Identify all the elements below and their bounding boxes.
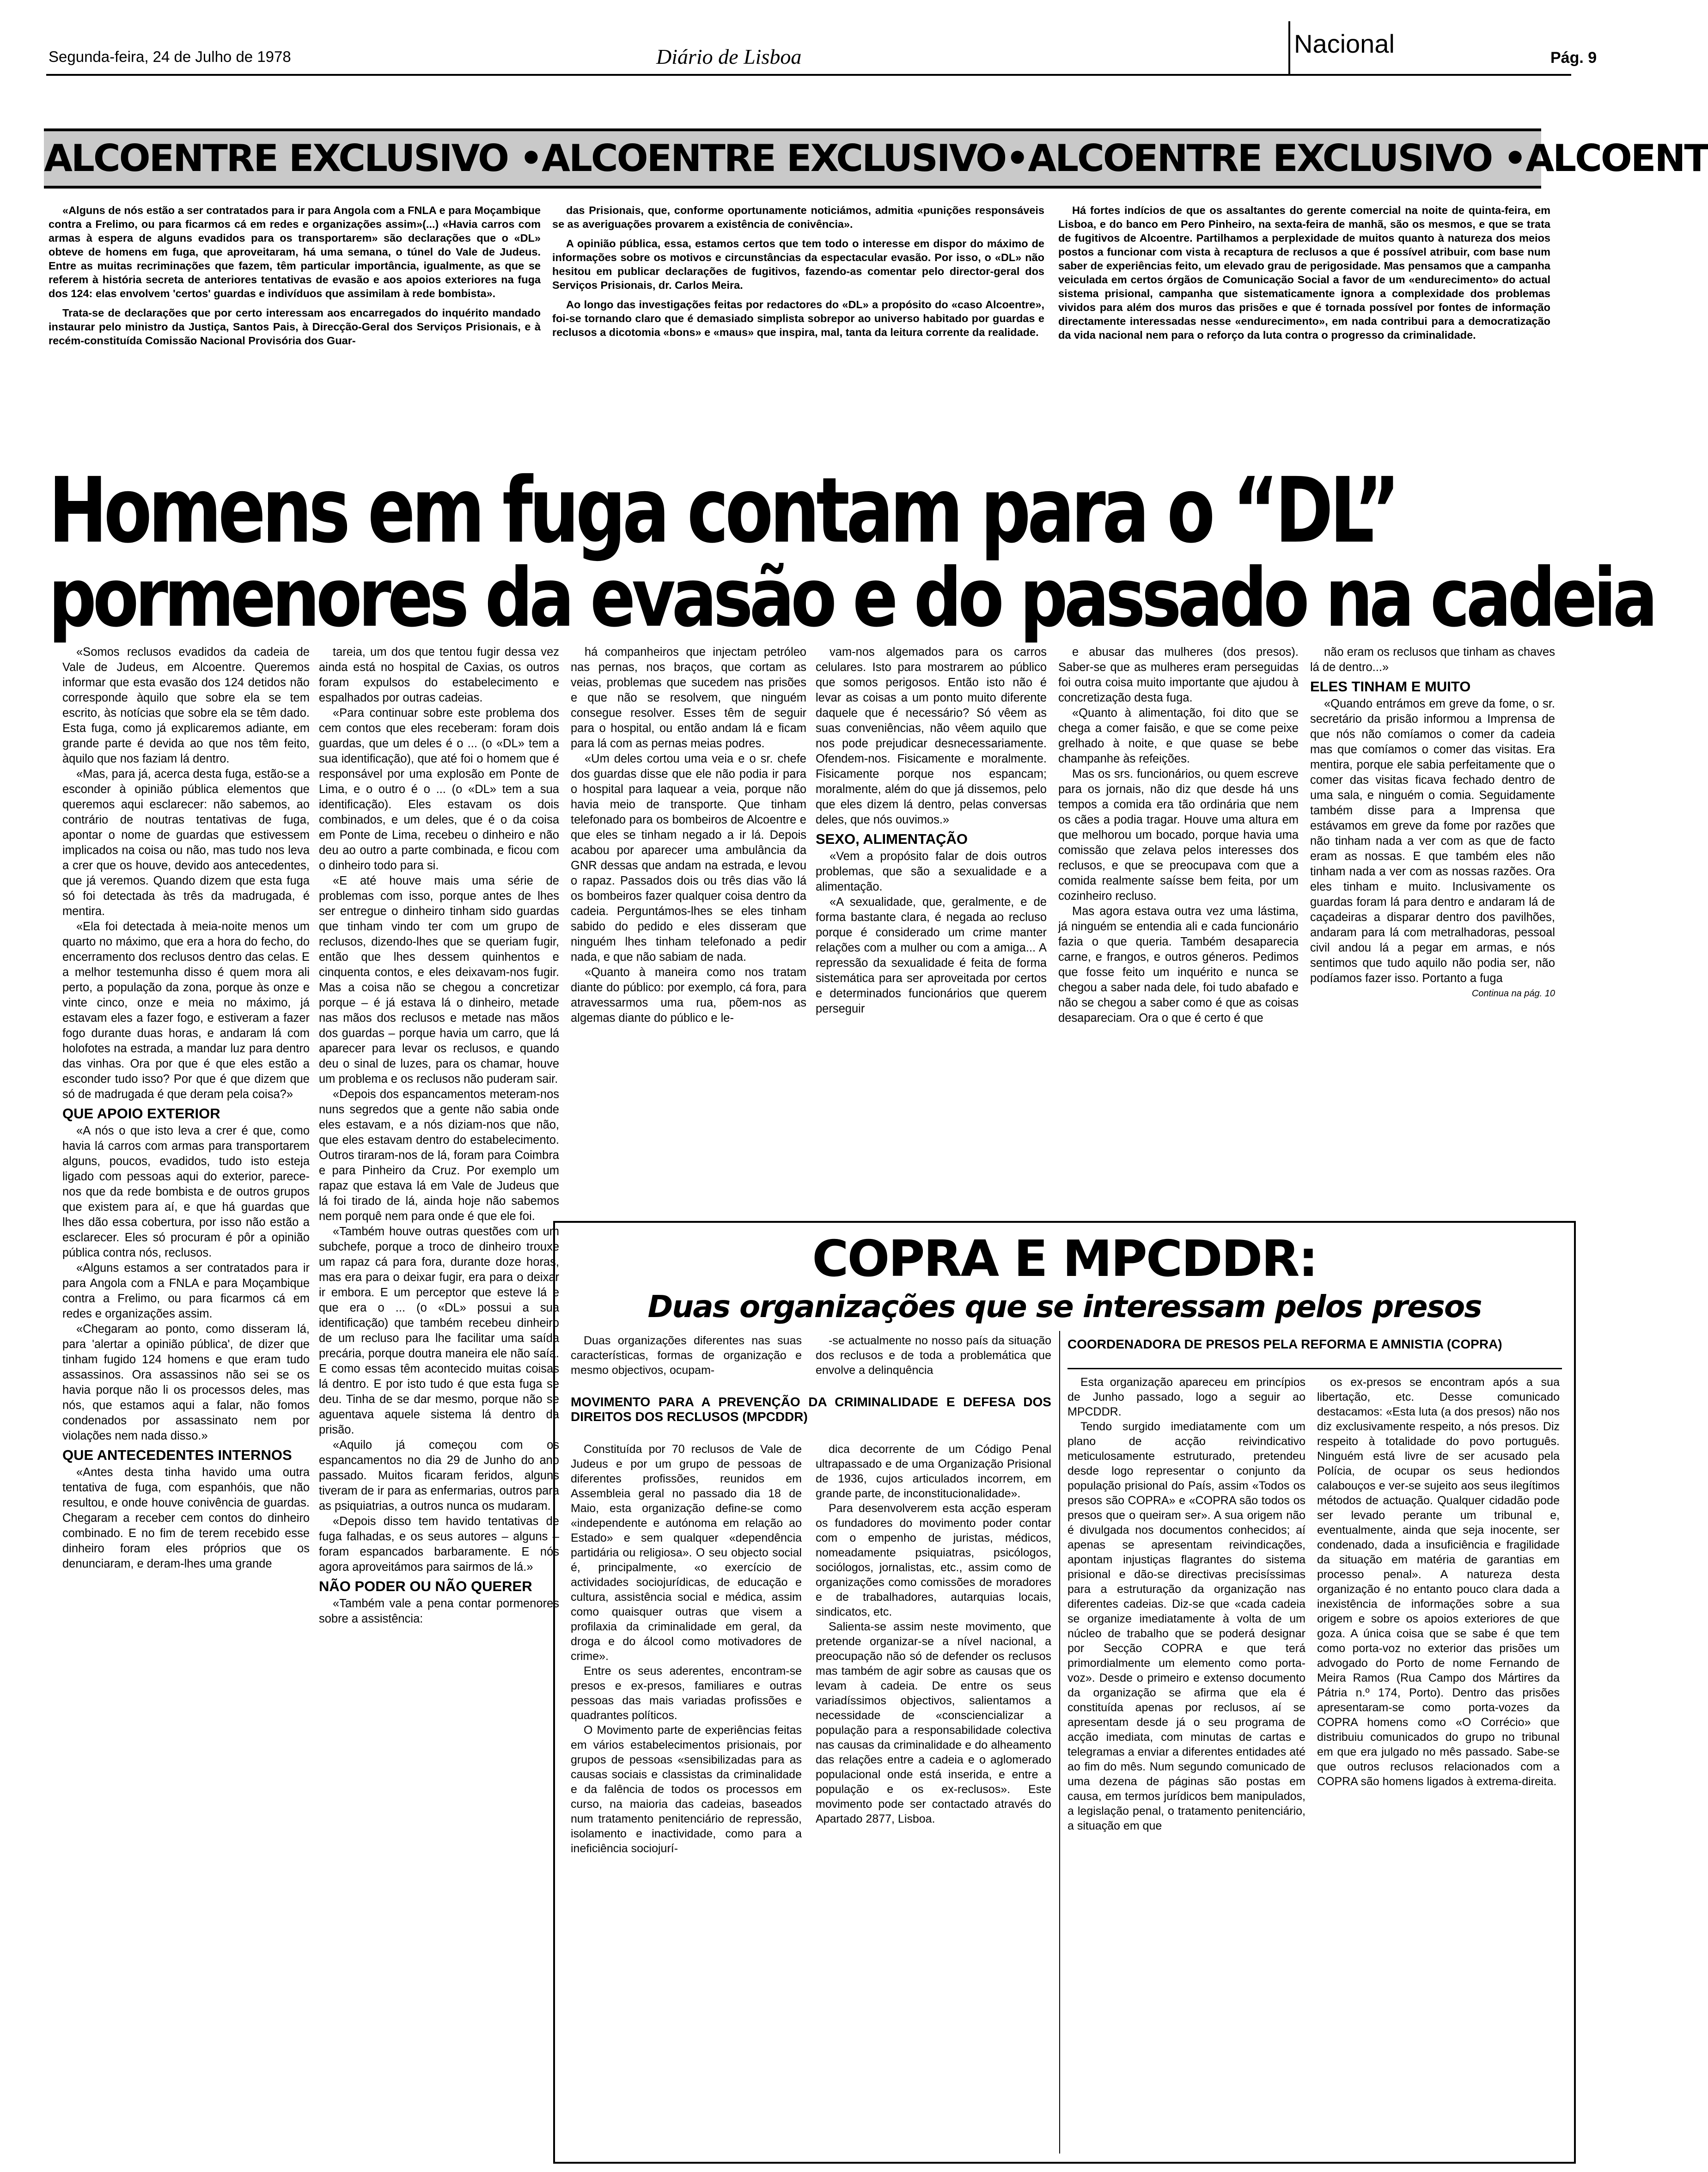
article-paragraph: Mas agora estava outra vez uma lástima, já ninguém se entendia ali e cada funcionário fazia o que queria. Também desaparecia carne, e frangos, e outros géneros. Pedimos que fosse feito um inquérito e nunca se chegou a saber nada dele, foi tudo abafado e não se chegou a saber como é que as coisas desapareciam. Ora o que é certo é que bbox=[1058, 905, 1299, 1025]
intro-column-1 bbox=[49, 203, 541, 353]
box-paragraph: -se actualmente no nosso país da situação dos reclusos e de toda a problemática que envolve a delinquência bbox=[816, 1334, 1051, 1377]
article-paragraph: não eram os reclusos que tinham as chaves lá de dentro...» bbox=[1310, 646, 1555, 674]
article-paragraph: «Depois dos espancamentos meteram-nos nuns segredos que a gente não sabia onde eles estavam, e a nós diziam-nos que não, que eles estavam dentro do estabelecimento. Outros tiraram-nos de lá, foram para Coimbra e para Pinheiro da Cruz. Por exemplo um rapaz que estava lá em Vale de Judeus que lá foi tirado de lá, ainda hoje não sabemos nem porquê nem para onde é que ele foi. bbox=[319, 1088, 559, 1223]
article-paragraph: «A sexualidade, que, geralmente, e de forma bastante clara, é negada ao recluso porque é considerado um crime manter relações com a mulher ou com a amiga... A repressão da sexualidade é feita de forma sistemática para ser aproveitada por certos e determinados funcionários que querem perseguir bbox=[816, 896, 1047, 1015]
article-paragraph: Mas os srs. funcionários, ou quem escreve para os jornais, não diz que desde há uns tempos a comida era tão ordinária que nem os cães a podia tragar. Houve uma altura em que melhorou um bocado, porque havia uma comissão que zelava pelos interesses dos reclusos, e que se preocupava com que a comida realmente saísse bem feita, por um cozinheiro recluso. bbox=[1058, 768, 1299, 903]
article-paragraph: «Para continuar sobre este problema dos cem contos que eles receberam: foram dois guardas, que um deles é o ... (o «DL» tem a sua identificação), que até foi o homem que é responsável por uma explosão em Ponte de Lima, e o outro é o ... (o «DL» tem a sua identificação). Eles estavam os dois combinados, e um deles, que é o da coisa em Ponte de Lima, recebeu o dinheiro e não deu ao outro a parte combinada, e ficou com o dinheiro todo para si. bbox=[319, 707, 559, 872]
article-paragraph: tareia, um dos que tentou fugir dessa vez ainda está no hospital de Caxias, os outros foram expulsos do estabelecimento e espalhados por outras cadeias. bbox=[319, 646, 559, 704]
headline-line-2: pormenores da evasão e do passado na cadeia bbox=[49, 551, 1654, 645]
intro-paragraph: Ao longo das investigações feitas por redactores do «DL» a propósito do «caso Alcoentre», foi-se tornando claro que é demasiado simplista sobrepor ao universo habitado por guardas e reclusos a dicotomia «bons» e «maus» que inspira, mal, tanta da leitura corrente da realidade. bbox=[552, 299, 1044, 338]
box-subtitle: Duas organizações que se interessam pelos presos bbox=[647, 1289, 1482, 1324]
intro-column-2 bbox=[552, 203, 1044, 345]
box-paragraph: O Movimento parte de experiências feitas em vários estabelecimentos prisionais, por grupos de pessoas «sensibilizadas para as causas sociais e classistas da criminalidade e da falência de todos os processos em curso, na maioria das cadeias, baseados num tratamento penitenciário de repressão, isolamento e inactividade, como para a ineficiência sociojurí- bbox=[571, 1724, 802, 1855]
article-paragraph: «Ela foi detectada à meia-noite menos um quarto no máximo, que era a hora do fecho, do encerramento dos reclusos dentro das celas. E a melhor testemunha disso é quem mora ali perto, a população da zona, porque às onze e vinte cinco, onze e meia no máximo, já estavam eles a fazer fogo, e estiveram a fazer fogo durante duas horas, e andaram lá com holofotes na estrada, a mandar luz para dentro das vinhas. Ora por que é que eles estão a esconder tudo isso? Por que é que dizem que só de madrugada é que deram pela coisa?» bbox=[62, 920, 310, 1101]
article-paragraph: «Somos reclusos evadidos da cadeia de Vale de Judeus, em Alcoentre. Queremos informar que esta evasão dos 124 detidos não corresponde àquilo que sobre ela se tem escrito, às notícias que sobre ela se têm dado. Esta fuga, como já explicaremos adiante, em grande parte é devida ao que nos têm feito, àquilo que nos faziam lá dentro. bbox=[62, 646, 310, 765]
box-paragraph: Constituída por 70 reclusos de Vale de Judeus e por um grupo de pessoas de diferentes profissões, reunidos em Assembleia geral no passado dia 18 de Maio, esta organização define-se como «independente e autónoma em relação ao Estado» e sem qualquer «dependência partidária ou religiosa». O seu objecto social é, principalmente, «o exercício de actividades sociojurídicas, de educação e cultura, assistência social e médica, assim como quaisquer outras que visem a profilaxia da criminalidade em geral, da droga e do álcool como motivadores de crime». bbox=[571, 1443, 802, 1663]
intro-paragraph: Trata-se de declarações que por certo interessam aos encarregados do inquérito mandado instaurar pelo ministro da Justiça, Santos Pais, à Direcção-Geral dos Serviços Prisionais, e à recém-constituída Comissão Nacional Provisória dos Guar- bbox=[49, 307, 541, 347]
mpcddr-heading-block bbox=[571, 1391, 1051, 1427]
box-paragraph: Entre os seus aderentes, encontram-se presos e ex-presos, familiares e outras pessoas das mais variadas profissões e quadrantes políticos. bbox=[571, 1665, 802, 1722]
article-paragraph: «Alguns estamos a ser contratados para ir para Angola com a FNLA e para Moçambique contra a Frelimo, ou para ficarmos cá em redes e organizações assim. bbox=[62, 1262, 310, 1320]
exclusive-banner: ALCOENTRE EXCLUSIVO •ALCOENTRE EXCLUSIVO•ALCOENTRE EXCLUSIVO •ALCOENT bbox=[44, 128, 1541, 189]
section-name: Nacional bbox=[1294, 29, 1395, 58]
intro-column-3 bbox=[1058, 203, 1550, 348]
box-column-divider bbox=[1059, 1331, 1060, 2154]
article-column-4 bbox=[816, 645, 1047, 1017]
article-column-1 bbox=[62, 645, 310, 1572]
copra-heading: COORDENADORA DE PRESOS PELA REFORMA E AMNISTIA (COPRA) bbox=[1068, 1337, 1502, 1351]
article-column-5 bbox=[1058, 645, 1299, 1026]
box-paragraph: Para desenvolverem esta acção esperam os fundadores do movimento poder contar com o empenho de juristas, médicos, nomeadamente psiquiatras, psicólogos, sociólogos, jornalistas, etc., assim como de organizações como comissões de moradores e de trabalhadores, autarquias locais, sindicatos, etc. bbox=[816, 1502, 1051, 1618]
intro-paragraph: A opinião pública, essa, estamos certos que tem todo o interesse em dispor do máximo de informações sobre os motivos e circunstâncias da espectacular evasão. Por isso, o «DL» não hesitou em publicar declarações de fugitivos, fazendo-as comentar pelo director-geral dos Serviços Prisionais, dr. Carlos Meira. bbox=[552, 238, 1044, 291]
header-rule bbox=[46, 74, 1571, 76]
article-paragraph: «Mas, para já, acerca desta fuga, estão-se a esconder à opinião pública elementos que queremos aqui esclarecer: não sabemos, ao contrário de noutras tentativas de fuga, apontar o nome de guardas que estivessem implicados na coisa ou não, mas tudo nos leva a crer que os houve, devido aos antecedentes, que já veremos. Quando dizem que esta fuga só foi detectada às três da madrugada, é mentira. bbox=[62, 768, 310, 918]
subheading: SEXO, ALIMENTAÇÃO bbox=[816, 831, 968, 847]
box-paragraph: Tendo surgido imediatamente com um plano de acção reivindicativo meticulosamente estruturado, pretendeu desde logo representar o conjunto da população prisional do País, assim «Todos os presos são COPRA» e «COPRA são todos os presos que o queiram ser». A sua origem não é divulgada nos documentos conhecidos; aí apenas se apresentam reivindicações, apontam injustiças flagrantes do sistema prisional e dão-se directivas precisíssimas para a estruturação da organização nas diferentes cadeias. Diz-se que «cada cadeia se organize imediatamente à volta de um núcleo de trabalho que se poderá designar por Secção COPRA e que terá primordialmente um elemento como porta-voz». Desde o primeiro e extenso documento da organização se afirma que ela é constituída apenas por reclusos, aí se apresentam desde já o seu programa de acção imediata, com minutas de cartas e telegramas a enviar a diferentes entidades até ao fim do mês. Num segundo comunicado de uma dezena de páginas são postas em causa, em termos jurídicos bem manipulados, a legislação penal, o tratamento penitenciário, a situação em que bbox=[1068, 1420, 1305, 1832]
article-paragraph: «Aquilo já começou com os espancamentos no dia 29 de Junho do ano passado. Muitos ficaram feridos, alguns tiveram de ir para as enfermarias, outros para as psiquiatrias, a outros nunca os mudaram. bbox=[319, 1439, 559, 1513]
issue-date: Segunda-feira, 24 de Julho de 1978 bbox=[49, 48, 291, 65]
box-column-1b bbox=[571, 1442, 802, 1856]
box-column-2b bbox=[816, 1442, 1051, 1826]
article-paragraph: há companheiros que injectam petróleo nas pernas, nos braços, que cortam as veias, problemas que sucedem nas prisões e que não se resolvem, que ninguém consegue resolver. Esses têm de seguir para o hospital, ou então andam lá e ficam para lá com as pernas meias podres. bbox=[571, 646, 806, 750]
box-column-4 bbox=[1317, 1375, 1560, 1789]
article-paragraph: «Também houve outras questões com um subchefe, porque a troco de dinheiro trouxe um rapaz cá para fora, durante doze horas, mas era para o deixar fugir, era para o deixar ir embora. E um perceptor que esteve lá e que era o ... (o «DL» possui a sua identificação) que também recebeu dinheiro de um recluso para lhe facilitar uma saída precária, porque doutra maneira ele não saía. E como essas têm acontecido muitas coisas lá dentro. E por isto tudo é que esta fuga se deu. Tinha de se dar mesmo, porque não se aguentava aquele sistema lá dentro da prisão. bbox=[319, 1225, 559, 1436]
article-column-3 bbox=[571, 645, 806, 1026]
article-paragraph: e abusar das mulheres (dos presos). Saber-se que as mulheres eram perseguidas foi outra coisa muito importante que ajudou à concretização desta fuga. bbox=[1058, 646, 1299, 704]
intro-paragraph: «Alguns de nós estão a ser contratados para ir para Angola com a FNLA e para Moçambique contra a Frelimo, ou para ficarmos cá em redes e organizações assim»(...) «Havia carros com armas à espera de alguns evadidos para os transportarem» são declarações que o «DL» obteve de homens em fuga, que aproveitaram, há uma semana, o túnel do Vale de Judeus. Entre as muitas recriminações que fazem, têm particular importância, igualmente, as que se referem à história secreta de anteriores tentativas de evasão e aos apoios exteriores na fuga dos 124: elas envolvem 'certos' guardas e indivíduos que assimilam à rede bombista». bbox=[49, 204, 541, 299]
article-paragraph: «Depois disso tem havido tentativas de fuga falhadas, e os seus autores – alguns – foram espancados barbaramente. E nós agora aproveitámos para sairmos de lá.» bbox=[319, 1515, 559, 1574]
box-column-2 bbox=[816, 1333, 1051, 1378]
article-paragraph: «Quanto à alimentação, foi dito que se chega a comer faisão, e que se come peixe grelhado à noite, e que quase se bebe champanhe às refeições. bbox=[1058, 707, 1299, 765]
article-paragraph: «Vem a propósito falar de dois outros problemas, que são a sexualidade e a alimentação. bbox=[816, 850, 1047, 893]
article-paragraph: «Quando entrámos em greve da fome, o sr. secretário da prisão informou a Imprensa de que nós não comíamos o comer da cadeia mas que comíamos o comer das visitas. Era mentira, porque ele sabia perfeitamente que o comer das visitas ficava fechado dentro de uma sala, e ninguém o comia. Seguidamente também disse para a Imprensa que estávamos em greve da fome por razões que não tinham nada a ver com as que de facto eram as nossas. E que também eles não tinham nada a ver com as nossas razões. Ora eles tinham e muito. Inclusivamente os guardas foram lá para dentro e andaram lá de caçadeiras a disparar dentro dos pavilhões, andaram para lá com metralhadoras, pessoal civil andou lá a pegar em armas, e nós sentimos que tudo aquilo não podia ser, não podíamos fazer isso. Portanto a fuga bbox=[1310, 697, 1555, 985]
article-paragraph: «Um deles cortou uma veia e o sr. chefe dos guardas disse que ele não podia ir para o hospital para laquear a veia, porque não havia meio de transporte. Que tinham telefonado para os bombeiros de Alcoentre e que eles se tinham negado a ir lá. Depois acabou por aparecer uma ambulância da GNR dessas que andam na estrada, e levou o rapaz. Passados dois ou três dias vão lá os bombeiros fazer qualquer coisa dentro da cadeia. Perguntámos-lhes se eles tinham sabido do pedido e eles disseram que ninguém lhes tinham telefonado a pedir nada, e que não sabiam de nada. bbox=[571, 752, 806, 964]
copra-heading-block bbox=[1068, 1333, 1562, 1354]
article-column-2 bbox=[319, 645, 559, 1627]
box-paragraph: Salienta-se assim neste movimento, que pretende organizar-se a nível nacional, a preocupação não só de defender os reclusos mas também de agir sobre as causas que os levam à cadeia. De entre os seus variadíssimos objectivos, salientamos a necessidade de «consciencializar a população para a responsabilidade colectiva nas causas da criminalidade e do alheamento das relações entre a cadeia e o aglomerado populacional onde está inserida, e entre a população e os ex-reclusos». Este movimento pode ser contactado através do Apartado 2877, Lisboa. bbox=[816, 1620, 1051, 1825]
box-paragraph: Esta organização apareceu em princípios de Junho passado, logo a seguir ao MPCDDR. bbox=[1068, 1376, 1305, 1418]
continued-note: Continua na pág. 10 bbox=[1471, 988, 1555, 999]
article-paragraph: «Antes desta tinha havido uma outra tentativa de fuga, com espanhóis, que não resultou, e onde houve conivência de guardas. Chegaram a receber cem contos do dinheiro combinado. E no fim de terem recebido esse dinheiro foram eles próprios que os denunciaram, e deram-lhes uma grande bbox=[62, 1466, 310, 1570]
copra-heading-rule bbox=[1068, 1368, 1562, 1369]
subheading: QUE ANTECEDENTES INTERNOS bbox=[62, 1447, 292, 1463]
box-paragraph: Duas organizações diferentes nas suas características, formas de organização e mesmo objectivos, ocupam- bbox=[571, 1334, 802, 1377]
intro-paragraph: das Prisionais, que, conforme oportunamente noticiámos, admitia «punições responsáveis se as averiguações provarem a existência de conivência». bbox=[552, 204, 1044, 230]
box-column-3 bbox=[1068, 1375, 1305, 1833]
article-paragraph: «Quanto à maneira como nos tratam diante do público: por exemplo, cá fora, para atravessarmos uma rua, põem-nos as algemas diante do público e le- bbox=[571, 966, 806, 1025]
article-paragraph: vam-nos algemados para os carros celulares. Isto para mostrarem ao público que somos perigosos. Então isto não é levar as coisas a um ponto muito diferente daquele que é necessário? Só vêem as suas conveniências, não vêem aquilo que nos pode prejudicar desnecessariamente. Ofendem-nos. Fisicamente e moralmente. Fisicamente porque nos espancam; moralmente, além do que já dissemos, pelo que eles dizem lá dentro, pelas conversas deles, que nós ouvimos.» bbox=[816, 646, 1047, 826]
mpcddr-heading: MOVIMENTO PARA A PREVENÇÃO DA CRIMINALIDADE E DEFESA DOS DIREITOS DOS RECLUSOS (MPCDDR) bbox=[571, 1395, 1051, 1424]
article-paragraph: «Chegaram ao ponto, como disseram lá, para 'alertar a opinião pública', de dizer que tinham fugido 124 homens e que eram tudo assassinos. Ora assassinos não sei se os havia porque não li os processos deles, mas nós, que estamos aqui a falar, não fomos condenados por assassinato nem por violações nem nada disso.» bbox=[62, 1323, 310, 1442]
box-title: COPRA E MPCDDR: bbox=[812, 1230, 1317, 1288]
article-paragraph: «A nós o que isto leva a crer é que, como havia lá carros com armas para transportarem alguns, poucos, evadidos, tudo isto esteja ligado com pessoas aqui do exterior, parece-nos que da rede bombista e de outros grupos que existem para aí, e que há guardas que lhes dão essa cobertura, por isso não estão a esclarecer. Eles só procuram é pôr a opinião pública contra nós, reclusos. bbox=[62, 1124, 310, 1259]
subheading: QUE APOIO EXTERIOR bbox=[62, 1105, 220, 1122]
box-paragraph: dica decorrente de um Código Penal ultrapassado e de uma Organização Prisional de 1936, cujos articulados incorrem, em grande parte, de inconstitucionalidade». bbox=[816, 1443, 1051, 1500]
box-column-1 bbox=[571, 1333, 802, 1378]
article-paragraph: «E até houve mais uma série de problemas com isso, porque antes de lhes ser entregue o dinheiro tinham sido guardas que tinham vindo ter com um grupo de reclusos, dizendo-lhes que se queriam fugir, então que lhes dessem quinhentos e cinquenta contos, e eles deixavam-nos fugir. Mas a coisa não se chegou a concretizar porque – é já estava lá o dinheiro, metade nas mãos dos reclusos e metade nas mãos dos guardas – porque havia um carro, que lá aparecer para levar os reclusos, e quando deu o sinal de luzes, para os chamar, houve um problema e os reclusos não puderam sair. bbox=[319, 874, 559, 1086]
subheading: ELES TINHAM E MUITO bbox=[1310, 678, 1471, 695]
page-number: Pág. 9 bbox=[1550, 49, 1597, 67]
section-divider bbox=[1288, 21, 1290, 74]
subheading: NÃO PODER OU NÃO QUERER bbox=[319, 1578, 532, 1594]
box-paragraph: os ex-presos se encontram após a sua libertação, etc. Desse comunicado destacamos: «Esta luta (a dos presos) não nos diz exclusivamente respeito, a nós presos. Diz respeito à totalidade do povo português. Ninguém está livre de ser acusado pela Polícia, de ocupar os seus hediondos calabouços e ver-se sujeito aos seus ilegítimos métodos de actuação. Qualquer cidadão pode ser levado perante um tribunal e, eventualmente, ainda que seja inocente, ser condenado, dada a insuficiência e fragilidade da situação em matéria de garantias em processo penal». A natureza desta organização é no entanto pouco clara dada a inexistência de informações sobre a sua origem e sobre os apoios exteriores de que goza. A única coisa que se sabe é que tem como porta-voz no exterior das prisões um advogado do Porto de nome Fernando de Meira Ramos (Rua Campo dos Mártires da Pátria n.º 174, Porto). Dentro das prisões apresentaram-se como porta-vozes da COPRA homens como «O Corrécio» que distribuiu comunicados do grupo no tribunal em que era julgado no mês passado. Sabe-se que outros reclusos relacionados com a COPRA são homens ligados à extrema-direita. bbox=[1317, 1376, 1560, 1788]
intro-paragraph: Há fortes indícios de que os assaltantes do gerente comercial na noite de quinta-feira, em Lisboa, e do banco em Pero Pinheiro, na sexta-feira de manhã, são os mesmos, e que se trata de fugitivos de Alcoentre. Partilhamos a perplexidade de muitos quanto à natureza dos meios postos a funcionar com vista à recaptura de reclusos a que é possível atribuir, com base num saber de experiências feito, um elevado grau de perigosidade. Mas pensamos que a campanha veiculada em certos órgãos de Comunicação Social a favor de um «endurecimento» do actual sistema prisional, campanha que sistematicamente ignora a complexidade dos problemas vividos para além dos muros das prisões e que é tornada possível por fontes de informação directamente interessadas nesse «endurecimento», em nada contribui para a democratização da vida nacional nem para o reforço da luta contra o progresso da criminalidade. bbox=[1058, 204, 1550, 341]
article-paragraph: «Também vale a pena contar pormenores sobre a assistência: bbox=[319, 1597, 559, 1625]
masthead: Diário de Lisboa bbox=[656, 45, 802, 68]
headline-line-1: Homens em fuga contam para o “DL” bbox=[49, 458, 1397, 563]
article-column-6 bbox=[1310, 645, 1555, 1001]
